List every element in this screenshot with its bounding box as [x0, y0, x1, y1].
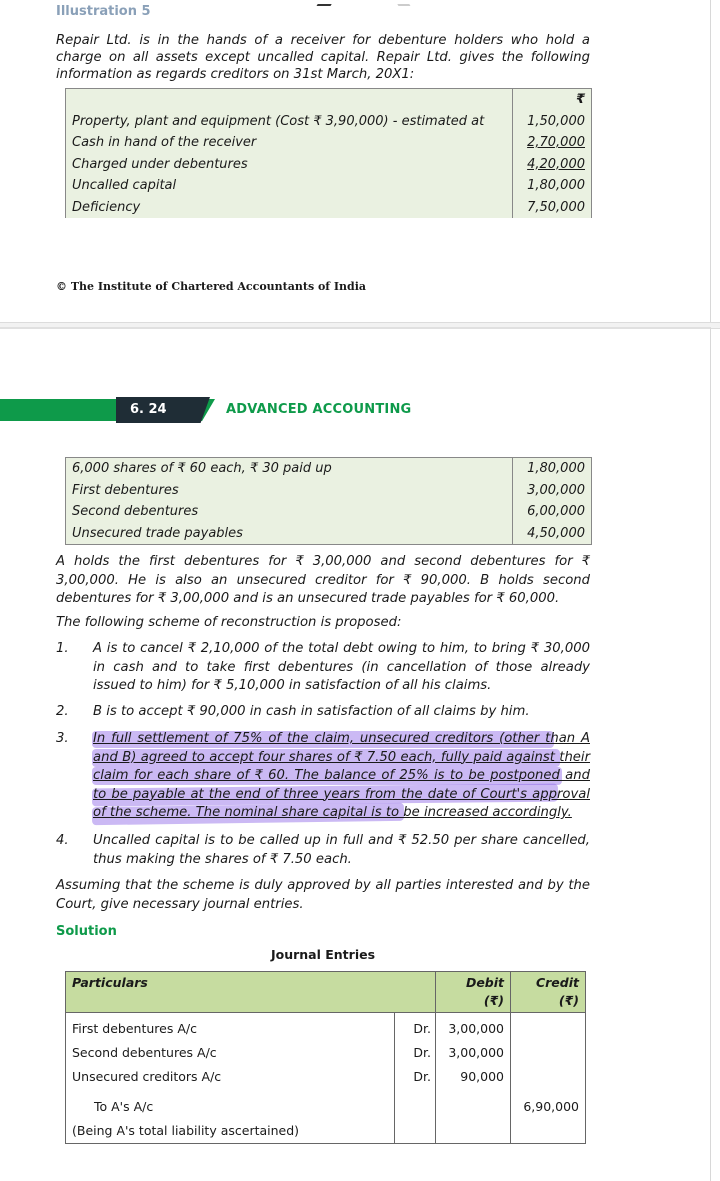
particulars-header: Particulars — [66, 972, 436, 1013]
journal-debit: 3,00,000 — [436, 1013, 511, 1042]
journal-title: Journal Entries — [270, 947, 376, 962]
table-cell — [66, 89, 513, 111]
row-label: Property, plant and equipment (Cost ₹ 3,90,000) - estimated at — [72, 113, 485, 129]
row-label: Charged under debentures — [72, 156, 248, 172]
journal-credit — [511, 1041, 586, 1065]
journal-dr — [395, 1089, 436, 1119]
item-number: 3. — [56, 731, 69, 746]
row-amount: 4,20,000 — [513, 154, 592, 176]
table-row — [66, 132, 592, 154]
intro-text: Repair Ltd. is in the hands of a receiver for debenture holders who hold a charge on all assets except uncalled capital. Repair Ltd. gives the following information as regards creditors on 31st March, 20X1: — [56, 33, 590, 82]
journal-debit: 90,000 — [436, 1065, 511, 1089]
journal-particulars: First debentures A/c — [66, 1013, 395, 1042]
journal-row — [66, 1041, 586, 1065]
journal-credit — [511, 1065, 586, 1089]
row-label: Unsecured trade payables — [72, 525, 243, 541]
journal-entries-table — [65, 971, 586, 1144]
row-amount: 1,80,000 — [513, 458, 592, 480]
row-amount: 1,50,000 — [513, 111, 592, 133]
journal-row — [66, 1013, 586, 1042]
journal-credit — [511, 1119, 586, 1144]
assuming-paragraph: Assuming that the scheme is duly approved by all parties interested and by the Court, give necessary journal entries. — [56, 878, 590, 912]
credit-header: Credit (₹) — [511, 972, 586, 1013]
journal-row — [66, 1119, 586, 1144]
row-label: Cash in hand of the receiver — [72, 135, 257, 150]
book-title: ADVANCED ACCOUNTING — [226, 402, 412, 417]
row-amount: 3,00,000 — [513, 480, 592, 502]
row-amount: 6,00,000 — [513, 501, 592, 523]
journal-narration: (Being A's total liability ascertained) — [66, 1119, 395, 1144]
copyright-footer: © The Institute of Chartered Accountants of India — [56, 280, 367, 293]
item-number: 4. — [56, 833, 69, 848]
journal-debit: 3,00,000 — [436, 1041, 511, 1065]
journal-row — [66, 1089, 586, 1119]
table-row — [66, 111, 592, 133]
creditors-info-table — [65, 88, 592, 218]
row-amount: 4,50,000 — [513, 523, 592, 545]
table-row — [66, 175, 592, 197]
table-row — [66, 154, 592, 176]
journal-dr: Dr. — [395, 1041, 436, 1065]
journal-particulars: To A's A/c — [66, 1089, 395, 1119]
illustration-title: Illustration 5 — [56, 4, 151, 19]
table-row — [66, 458, 592, 480]
row-label: First debentures — [72, 482, 179, 498]
scheme-intro: The following scheme of reconstruction is proposed: — [56, 615, 402, 630]
row-amount: 1,80,000 — [513, 175, 592, 197]
journal-row — [66, 1065, 586, 1089]
journal-particulars: Unsecured creditors A/c — [66, 1065, 395, 1089]
table-row — [66, 523, 592, 545]
row-amount: 2,70,000 — [513, 132, 592, 154]
row-amount: 7,50,000 — [513, 197, 592, 219]
table-row — [66, 480, 592, 502]
item-text: A is to cancel ₹ 2,10,000 of the total debt owing to him, to bring ₹ 30,000 in cash and to take first debentures (in cancellation of those already issued to him) for ₹ 5,10,000 in satisfaction of all his claims. — [93, 641, 590, 693]
row-label: Second debentures — [72, 504, 199, 519]
journal-dr — [395, 1119, 436, 1144]
currency-header: ₹ — [513, 89, 592, 111]
journal-debit — [436, 1089, 511, 1119]
solution-heading: Solution — [56, 924, 117, 939]
scan-mark — [317, 0, 338, 6]
holdings-paragraph: A holds the first debentures for ₹ 3,00,000 and second debentures for ₹ 3,00,000. He is also an unsecured creditor for ₹ 90,000. B holds second debentures for ₹ 3,00,000 and is an unsecured trade payables for ₹ 60,000. — [56, 554, 590, 606]
row-label: Deficiency — [72, 199, 141, 215]
liabilities-table — [65, 457, 592, 545]
journal-debit — [436, 1119, 511, 1144]
journal-dr: Dr. — [395, 1013, 436, 1042]
journal-credit — [511, 1013, 586, 1042]
journal-particulars: Second debentures A/c — [66, 1041, 395, 1065]
journal-header-row — [66, 972, 586, 1013]
scan-mark — [392, 0, 411, 6]
item-number: 1. — [56, 641, 69, 656]
item-number: 2. — [56, 704, 69, 719]
debit-header: Debit (₹) — [436, 972, 511, 1013]
chapter-number: 6. 24 — [130, 402, 167, 417]
journal-credit: 6,90,000 — [511, 1089, 586, 1119]
row-label: 6,000 shares of ₹ 60 each, ₹ 30 paid up — [72, 461, 332, 476]
table-row — [66, 501, 592, 523]
item-text: Uncalled capital is to be called up in full and ₹ 52.50 per share cancelled, thus making the shares of ₹ 7.50 each. — [93, 833, 590, 867]
journal-dr: Dr. — [395, 1065, 436, 1089]
item-text: B is to accept ₹ 90,000 in cash in satisfaction of all claims by him. — [93, 704, 530, 719]
item-text: In full settlement of 75% of the claim, unsecured creditors (other than A and B) agreed to accept four shares of ₹ 7.50 each, fully paid against their claim for each share of ₹ 60. The balance of 25% is to be postponed and to be payable at the end of three years from the date of Court's approval of the scheme. The nominal share capital is to be increased accordingly. — [93, 731, 590, 820]
page-top — [0, 0, 711, 325]
table-row — [66, 197, 592, 219]
row-label: Uncalled capital — [72, 178, 177, 193]
